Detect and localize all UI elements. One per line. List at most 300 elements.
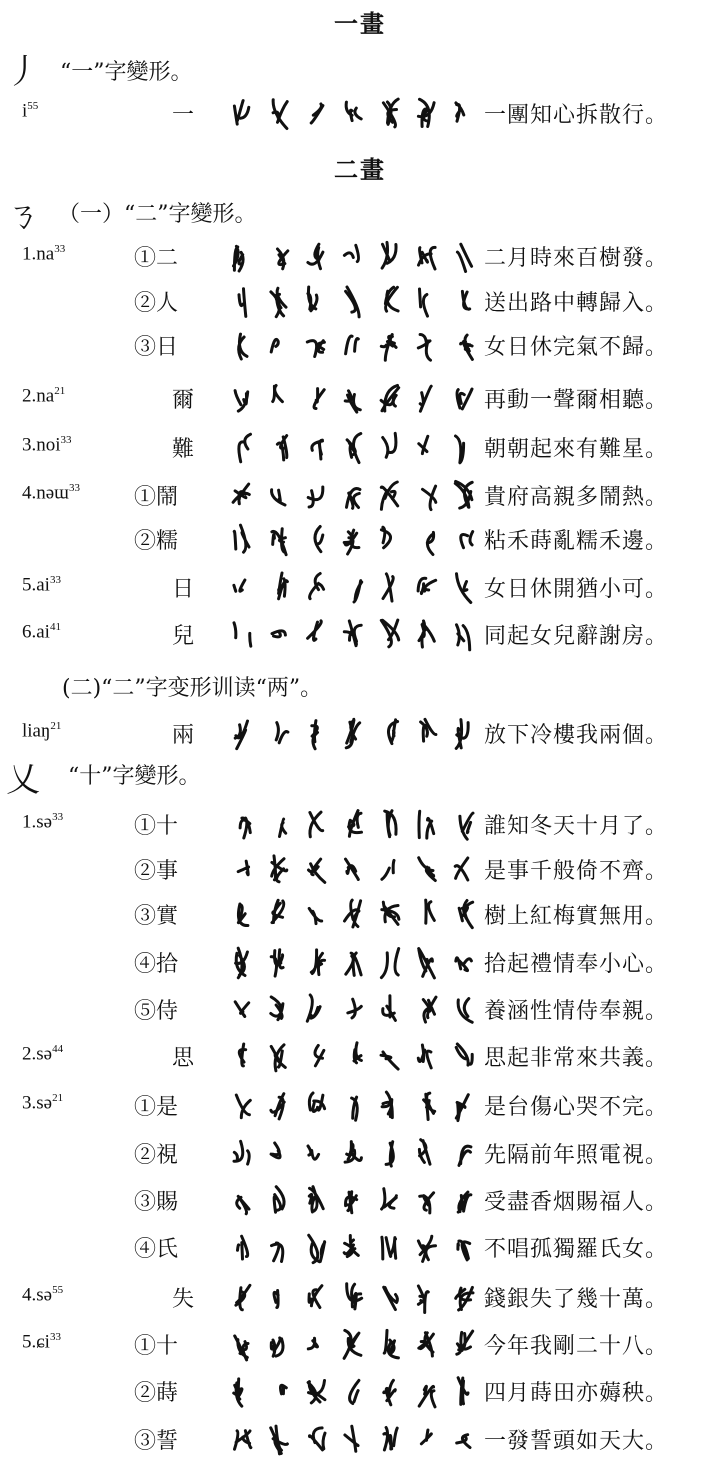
nushu-character-image xyxy=(383,99,398,127)
nushu-character-image xyxy=(309,1428,325,1450)
section-glyph: ㄋ xyxy=(6,196,40,236)
nushu-glyph-row xyxy=(226,476,482,516)
pron-text: 3.noi xyxy=(22,434,61,456)
nushu-character-image xyxy=(456,436,464,463)
nushu-character-image xyxy=(347,434,361,463)
hanzi-char: ③實 xyxy=(134,904,179,929)
hanzi-char: ④拾 xyxy=(134,952,179,977)
nushu-character-image xyxy=(461,532,473,548)
nushu-character-image xyxy=(456,1287,473,1310)
nushu-character-image xyxy=(420,1193,434,1213)
tone-number: 21 xyxy=(50,720,62,732)
pron-text: 4.nəɯ xyxy=(22,482,69,504)
example-verse: 受盡香烟賜福人。 xyxy=(484,1190,669,1215)
pronunciation xyxy=(22,385,65,407)
example-verse: 放下冷樓我兩個。 xyxy=(484,723,669,748)
hanzi-char: 思 xyxy=(172,1046,195,1071)
nushu-character-image xyxy=(352,1097,358,1120)
hanzi-char: ①是 xyxy=(134,1095,179,1120)
nushu-character-image xyxy=(344,245,358,261)
nushu-character-image xyxy=(309,1286,322,1308)
nushu-character-image xyxy=(280,819,286,836)
nushu-character-image xyxy=(236,948,248,978)
nushu-character-image xyxy=(235,1431,251,1450)
entry-row xyxy=(0,1226,720,1272)
nushu-character-image xyxy=(272,900,284,922)
nushu-character-image xyxy=(421,1430,431,1444)
nushu-character-image xyxy=(271,1143,280,1158)
nushu-character-image xyxy=(311,104,323,123)
nushu-character-image xyxy=(419,621,434,647)
pron-text: i xyxy=(22,100,28,122)
nushu-character-image xyxy=(462,291,469,309)
nushu-character-image xyxy=(312,721,318,749)
nushu-character-image xyxy=(274,1187,284,1213)
nushu-character-image xyxy=(382,242,396,268)
example-verse: 思起非常來共義。 xyxy=(484,1046,669,1071)
tone-number: 55 xyxy=(52,1284,64,1296)
nushu-character-image xyxy=(308,287,317,311)
nushu-glyph-row xyxy=(226,326,482,366)
entry-row xyxy=(0,848,720,894)
tone-number: 33 xyxy=(49,1331,61,1343)
example-verse: 樹上紅梅實無用。 xyxy=(484,904,669,929)
example-verse: 女日休完氣不歸。 xyxy=(484,335,669,360)
entry-row xyxy=(0,1084,720,1130)
nushu-character-image xyxy=(457,389,472,409)
nushu-character-image xyxy=(456,958,472,971)
pronunciation xyxy=(22,1284,63,1306)
nushu-glyph-row xyxy=(226,1181,482,1221)
nushu-character-image xyxy=(315,527,323,552)
pron-text: 1.na xyxy=(22,243,55,265)
entry-row xyxy=(0,941,720,987)
nushu-character-image xyxy=(354,1043,361,1063)
nushu-character-image xyxy=(381,949,398,978)
example-verse: 一團知心拆散行。 xyxy=(484,103,669,128)
stroke-count-heading: 一畫 xyxy=(334,9,386,38)
nushu-glyph-row xyxy=(226,1372,482,1412)
nushu-character-image xyxy=(235,721,247,749)
entry-row xyxy=(0,988,720,1034)
pron-text: 3.sə xyxy=(22,1092,53,1114)
nushu-glyph-row xyxy=(226,1325,482,1365)
nushu-character-image xyxy=(344,621,361,646)
pron-text: 2.na xyxy=(22,385,55,407)
hanzi-char: 兒 xyxy=(172,624,195,649)
nushu-character-image xyxy=(308,487,323,507)
pron-text: 1.sə xyxy=(22,811,53,833)
nushu-character-image xyxy=(239,434,251,462)
nushu-character-image xyxy=(271,1094,284,1119)
hanzi-char: 難 xyxy=(172,437,195,462)
nushu-character-image xyxy=(308,1146,319,1159)
pronunciation xyxy=(22,100,38,122)
nushu-character-image xyxy=(382,902,399,924)
entry-row xyxy=(0,426,720,472)
nushu-character-image xyxy=(239,334,247,359)
nushu-character-image xyxy=(312,440,323,459)
nushu-character-image xyxy=(461,335,473,359)
hanzi-char: ②視 xyxy=(134,1143,179,1168)
nushu-character-image xyxy=(427,532,433,554)
nushu-character-image xyxy=(234,1379,242,1406)
nushu-character-image xyxy=(424,1093,435,1119)
pron-text: 5.ai xyxy=(22,574,50,596)
entry-row xyxy=(0,1276,720,1322)
entry-row xyxy=(0,803,720,849)
nushu-character-image xyxy=(384,1380,396,1405)
nushu-character-image xyxy=(457,574,471,603)
nushu-character-image xyxy=(271,1045,285,1071)
nushu-character-image xyxy=(234,623,251,646)
nushu-character-image xyxy=(234,246,244,271)
example-verse: 二月時來百樹發。 xyxy=(484,246,669,271)
section-title: (二)“二”字变形训读“两”。 xyxy=(62,676,323,701)
nushu-character-image xyxy=(455,481,472,508)
hanzi-char: ①鬧 xyxy=(134,485,179,510)
nushu-character-image xyxy=(381,620,398,647)
nushu-character-image xyxy=(426,900,435,923)
nushu-character-image xyxy=(308,621,322,640)
nushu-character-image xyxy=(344,1236,358,1257)
example-verse: 再動一聲爾相聽。 xyxy=(484,388,669,413)
section-glyph: 丿 xyxy=(6,52,40,92)
nushu-glyph-row xyxy=(226,1134,482,1174)
tone-number: 21 xyxy=(54,385,66,397)
hanzi-char: ②事 xyxy=(134,859,179,884)
example-verse: 同起女兒辭謝房。 xyxy=(484,624,669,649)
nushu-character-image xyxy=(347,489,360,509)
nushu-character-image xyxy=(310,812,323,837)
example-verse: 不唱孤獨羅氏女。 xyxy=(484,1237,669,1262)
nushu-character-image xyxy=(418,1286,428,1313)
nushu-character-image xyxy=(419,858,436,881)
nushu-glyph-row xyxy=(226,1420,482,1460)
nushu-character-image xyxy=(273,100,287,129)
nushu-character-image xyxy=(271,1426,288,1454)
nushu-character-image xyxy=(419,811,434,838)
nushu-character-image xyxy=(309,1093,324,1111)
nushu-character-image xyxy=(419,1333,434,1356)
nushu-character-image xyxy=(456,1095,468,1121)
hanzi-char: ①二 xyxy=(134,246,179,271)
nushu-character-image xyxy=(423,997,436,1022)
stroke-count-heading: 二畫 xyxy=(334,155,386,184)
pronunciation xyxy=(22,574,61,596)
hanzi-char: 兩 xyxy=(172,723,195,748)
nushu-character-image xyxy=(308,1381,325,1403)
hanzi-char: 一 xyxy=(172,103,195,128)
hanzi-char: ②蒔 xyxy=(134,1381,179,1406)
nushu-character-image xyxy=(238,861,248,875)
entry-row xyxy=(0,518,720,564)
nushu-glyph-row xyxy=(226,1086,482,1126)
nushu-character-image xyxy=(346,1192,357,1213)
nushu-character-image xyxy=(278,249,288,269)
nushu-glyph-row xyxy=(226,428,482,468)
nushu-character-image xyxy=(346,336,359,354)
nushu-character-image xyxy=(272,631,285,637)
example-verse: 是事千般倚不齊。 xyxy=(484,859,669,884)
nushu-character-image xyxy=(419,1386,435,1407)
nushu-character-image xyxy=(419,436,428,453)
example-verse: 朝朝起來有難星。 xyxy=(484,437,669,462)
entry-row xyxy=(0,712,720,758)
nushu-character-image xyxy=(271,1338,283,1356)
nushu-character-image xyxy=(345,900,361,927)
pronunciation xyxy=(22,811,63,833)
hanzi-char: ③賜 xyxy=(134,1190,179,1215)
tone-number: 44 xyxy=(52,1043,64,1055)
example-verse: 先隔前年照電視。 xyxy=(484,1143,669,1168)
nushu-character-image xyxy=(457,1331,473,1354)
nushu-character-image xyxy=(419,247,436,269)
nushu-character-image xyxy=(381,527,390,548)
pron-text: 2.sə xyxy=(22,1043,53,1065)
nushu-character-image xyxy=(385,287,398,311)
nushu-character-image xyxy=(345,1142,361,1163)
pronunciation xyxy=(22,243,65,265)
pronunciation xyxy=(22,1331,61,1353)
entry-row xyxy=(0,235,720,281)
nushu-glyph-row xyxy=(226,1037,482,1077)
nushu-character-image xyxy=(384,1428,397,1451)
nushu-character-image xyxy=(271,997,283,1020)
nushu-character-image xyxy=(383,996,396,1021)
nushu-glyph-row xyxy=(226,805,482,845)
nushu-character-image xyxy=(457,625,470,650)
section-title: “一”字變形。 xyxy=(60,60,193,85)
nushu-character-image xyxy=(459,1146,471,1165)
tone-number: 41 xyxy=(49,621,61,633)
nushu-character-image xyxy=(309,859,325,882)
example-verse: 送出路中轉歸入。 xyxy=(484,291,669,316)
example-verse: 四月蒔田亦薅秧。 xyxy=(484,1381,669,1406)
nushu-character-image xyxy=(419,1140,430,1165)
nushu-character-image xyxy=(314,389,324,409)
nushu-character-image xyxy=(345,1426,358,1451)
nushu-character-image xyxy=(344,1330,361,1358)
nushu-character-image xyxy=(272,1243,283,1262)
tone-number: 33 xyxy=(54,243,66,255)
nushu-character-image xyxy=(308,1338,317,1349)
pronunciation xyxy=(22,482,80,504)
tone-number: 21 xyxy=(52,1092,64,1104)
nushu-character-image xyxy=(236,1285,250,1310)
nushu-character-image xyxy=(239,1044,245,1066)
nushu-character-image xyxy=(271,288,286,317)
nushu-character-image xyxy=(277,436,286,460)
nushu-character-image xyxy=(307,995,320,1021)
nushu-character-image xyxy=(274,1291,278,1308)
nushu-character-image xyxy=(235,1002,249,1017)
entry-row xyxy=(0,893,720,939)
nushu-character-image xyxy=(349,811,362,837)
nushu-character-image xyxy=(381,482,397,509)
section-title: （一）“二”字變形。 xyxy=(58,202,257,227)
entry-row xyxy=(0,1132,720,1178)
nushu-character-image xyxy=(382,1237,396,1259)
nushu-character-image xyxy=(418,99,434,126)
nushu-glyph-row xyxy=(226,379,482,419)
nushu-glyph-row xyxy=(226,1228,482,1268)
nushu-character-image xyxy=(346,953,361,975)
example-verse: 誰知冬天十月了。 xyxy=(484,814,669,839)
nushu-character-image xyxy=(345,391,360,412)
nushu-character-image xyxy=(239,289,246,317)
nushu-character-image xyxy=(347,1284,362,1309)
nushu-character-image xyxy=(419,949,435,978)
nushu-character-image xyxy=(346,719,360,748)
nushu-character-image xyxy=(457,244,471,271)
nushu-character-image xyxy=(460,813,473,839)
hanzi-char: 爾 xyxy=(172,388,195,413)
example-verse: 今年我剛二十八。 xyxy=(484,1334,669,1359)
nushu-character-image xyxy=(384,1330,398,1358)
tone-number: 55 xyxy=(27,100,39,112)
nushu-character-image xyxy=(346,102,361,121)
nushu-character-image xyxy=(309,908,322,923)
nushu-character-image xyxy=(421,719,436,741)
nushu-character-image xyxy=(381,385,399,411)
nushu-character-image xyxy=(382,1092,392,1118)
nushu-character-image xyxy=(455,858,468,880)
entry-row xyxy=(0,1418,720,1464)
nushu-character-image xyxy=(234,525,249,552)
nushu-character-image xyxy=(240,818,250,838)
nushu-character-image xyxy=(279,573,288,599)
section-glyph: 乂 xyxy=(6,760,40,800)
nushu-glyph-row xyxy=(226,990,482,1030)
nushu-character-image xyxy=(418,335,430,361)
nushu-character-image xyxy=(456,1044,472,1065)
entry-row xyxy=(0,92,720,138)
nushu-character-image xyxy=(235,1336,248,1360)
tone-number: 33 xyxy=(49,574,61,586)
nushu-character-image xyxy=(458,1378,468,1405)
nushu-character-image xyxy=(459,901,473,928)
nushu-glyph-row xyxy=(226,94,482,134)
entry-row xyxy=(0,474,720,520)
nushu-glyph-row xyxy=(226,895,482,935)
nushu-character-image xyxy=(272,856,287,882)
nushu-character-image xyxy=(271,339,278,352)
nushu-character-image xyxy=(238,1236,248,1259)
nushu-glyph-row xyxy=(226,615,482,655)
tone-number: 33 xyxy=(60,434,72,446)
nushu-character-image xyxy=(311,950,324,975)
nushu-character-image xyxy=(381,335,396,361)
entry-row xyxy=(0,1323,720,1369)
nushu-character-image xyxy=(388,720,397,744)
nushu-character-image xyxy=(420,386,431,411)
hanzi-char: ④氏 xyxy=(134,1237,179,1262)
tone-number: 33 xyxy=(52,811,64,823)
nushu-character-image xyxy=(457,1435,470,1448)
nushu-character-image xyxy=(238,904,248,926)
nushu-character-image xyxy=(237,1196,249,1214)
nushu-character-image xyxy=(458,1241,470,1260)
pronunciation xyxy=(22,1043,63,1065)
nushu-character-image xyxy=(307,341,324,357)
hanzi-char: ②糯 xyxy=(134,529,179,554)
entry-row xyxy=(0,280,720,326)
hanzi-char: ⑤侍 xyxy=(134,999,179,1024)
nushu-character-image xyxy=(309,1235,325,1263)
example-verse: 貴府高親多鬧熱。 xyxy=(484,485,669,510)
nushu-character-image xyxy=(236,1095,250,1118)
nushu-character-image xyxy=(233,484,249,504)
nushu-glyph-row xyxy=(226,714,482,754)
section-title: “十”字變形。 xyxy=(68,764,201,789)
pron-text: 5.ɕi xyxy=(22,1331,50,1353)
nushu-character-image xyxy=(382,860,394,879)
hanzi-char: 失 xyxy=(172,1287,195,1312)
hanzi-char: ①十 xyxy=(134,1334,179,1359)
nushu-character-image xyxy=(383,433,396,457)
entry-row xyxy=(0,1035,720,1081)
nushu-character-image xyxy=(271,950,283,976)
nushu-glyph-row xyxy=(226,1278,482,1318)
nushu-glyph-row xyxy=(226,850,482,890)
nushu-character-image xyxy=(350,1380,359,1403)
entry-row xyxy=(0,377,720,423)
pronunciation xyxy=(22,720,61,742)
nushu-character-image xyxy=(346,859,359,879)
nushu-character-image xyxy=(273,386,283,402)
nushu-character-image xyxy=(234,580,245,591)
pron-text: 4.sə xyxy=(22,1284,53,1306)
example-verse: 一發誓頭如天大。 xyxy=(484,1429,669,1454)
example-verse: 粘禾蒔亂糯禾邊。 xyxy=(484,529,669,554)
entry-row xyxy=(0,1179,720,1225)
entry-row xyxy=(0,1370,720,1416)
nushu-character-image xyxy=(276,723,288,743)
hanzi-char: ②人 xyxy=(134,291,179,316)
nushu-character-image xyxy=(272,529,286,555)
nushu-character-image xyxy=(383,574,393,601)
nushu-character-image xyxy=(315,1045,324,1065)
nushu-character-image xyxy=(456,103,464,121)
nushu-glyph-row xyxy=(226,282,482,322)
nushu-character-image xyxy=(280,1385,286,1394)
nushu-glyph-row xyxy=(226,237,482,277)
nushu-glyph-row xyxy=(226,943,482,983)
nushu-character-image xyxy=(418,578,436,593)
nushu-character-image xyxy=(418,1045,431,1068)
entry-row xyxy=(0,566,720,612)
nushu-character-image xyxy=(234,1141,249,1164)
example-verse: 是台傷心哭不完。 xyxy=(484,1095,669,1120)
nushu-character-image xyxy=(420,289,428,316)
nushu-character-image xyxy=(386,1142,393,1166)
nushu-character-image xyxy=(348,999,362,1018)
hanzi-char: 日 xyxy=(172,577,195,602)
hanzi-char: ③誓 xyxy=(134,1429,179,1454)
example-verse: 養涵性情侍奉親。 xyxy=(484,999,669,1024)
nushu-character-image xyxy=(344,530,359,554)
nushu-character-image xyxy=(418,1236,435,1261)
nushu-glyph-row xyxy=(226,520,482,560)
pronunciation xyxy=(22,621,61,643)
example-verse: 拾起禮情奉小心。 xyxy=(484,952,669,977)
pronunciation xyxy=(22,434,72,456)
nushu-character-image xyxy=(235,391,248,412)
nushu-character-image xyxy=(456,720,468,749)
nushu-character-image xyxy=(382,1189,397,1209)
nushu-character-image xyxy=(309,1187,323,1212)
